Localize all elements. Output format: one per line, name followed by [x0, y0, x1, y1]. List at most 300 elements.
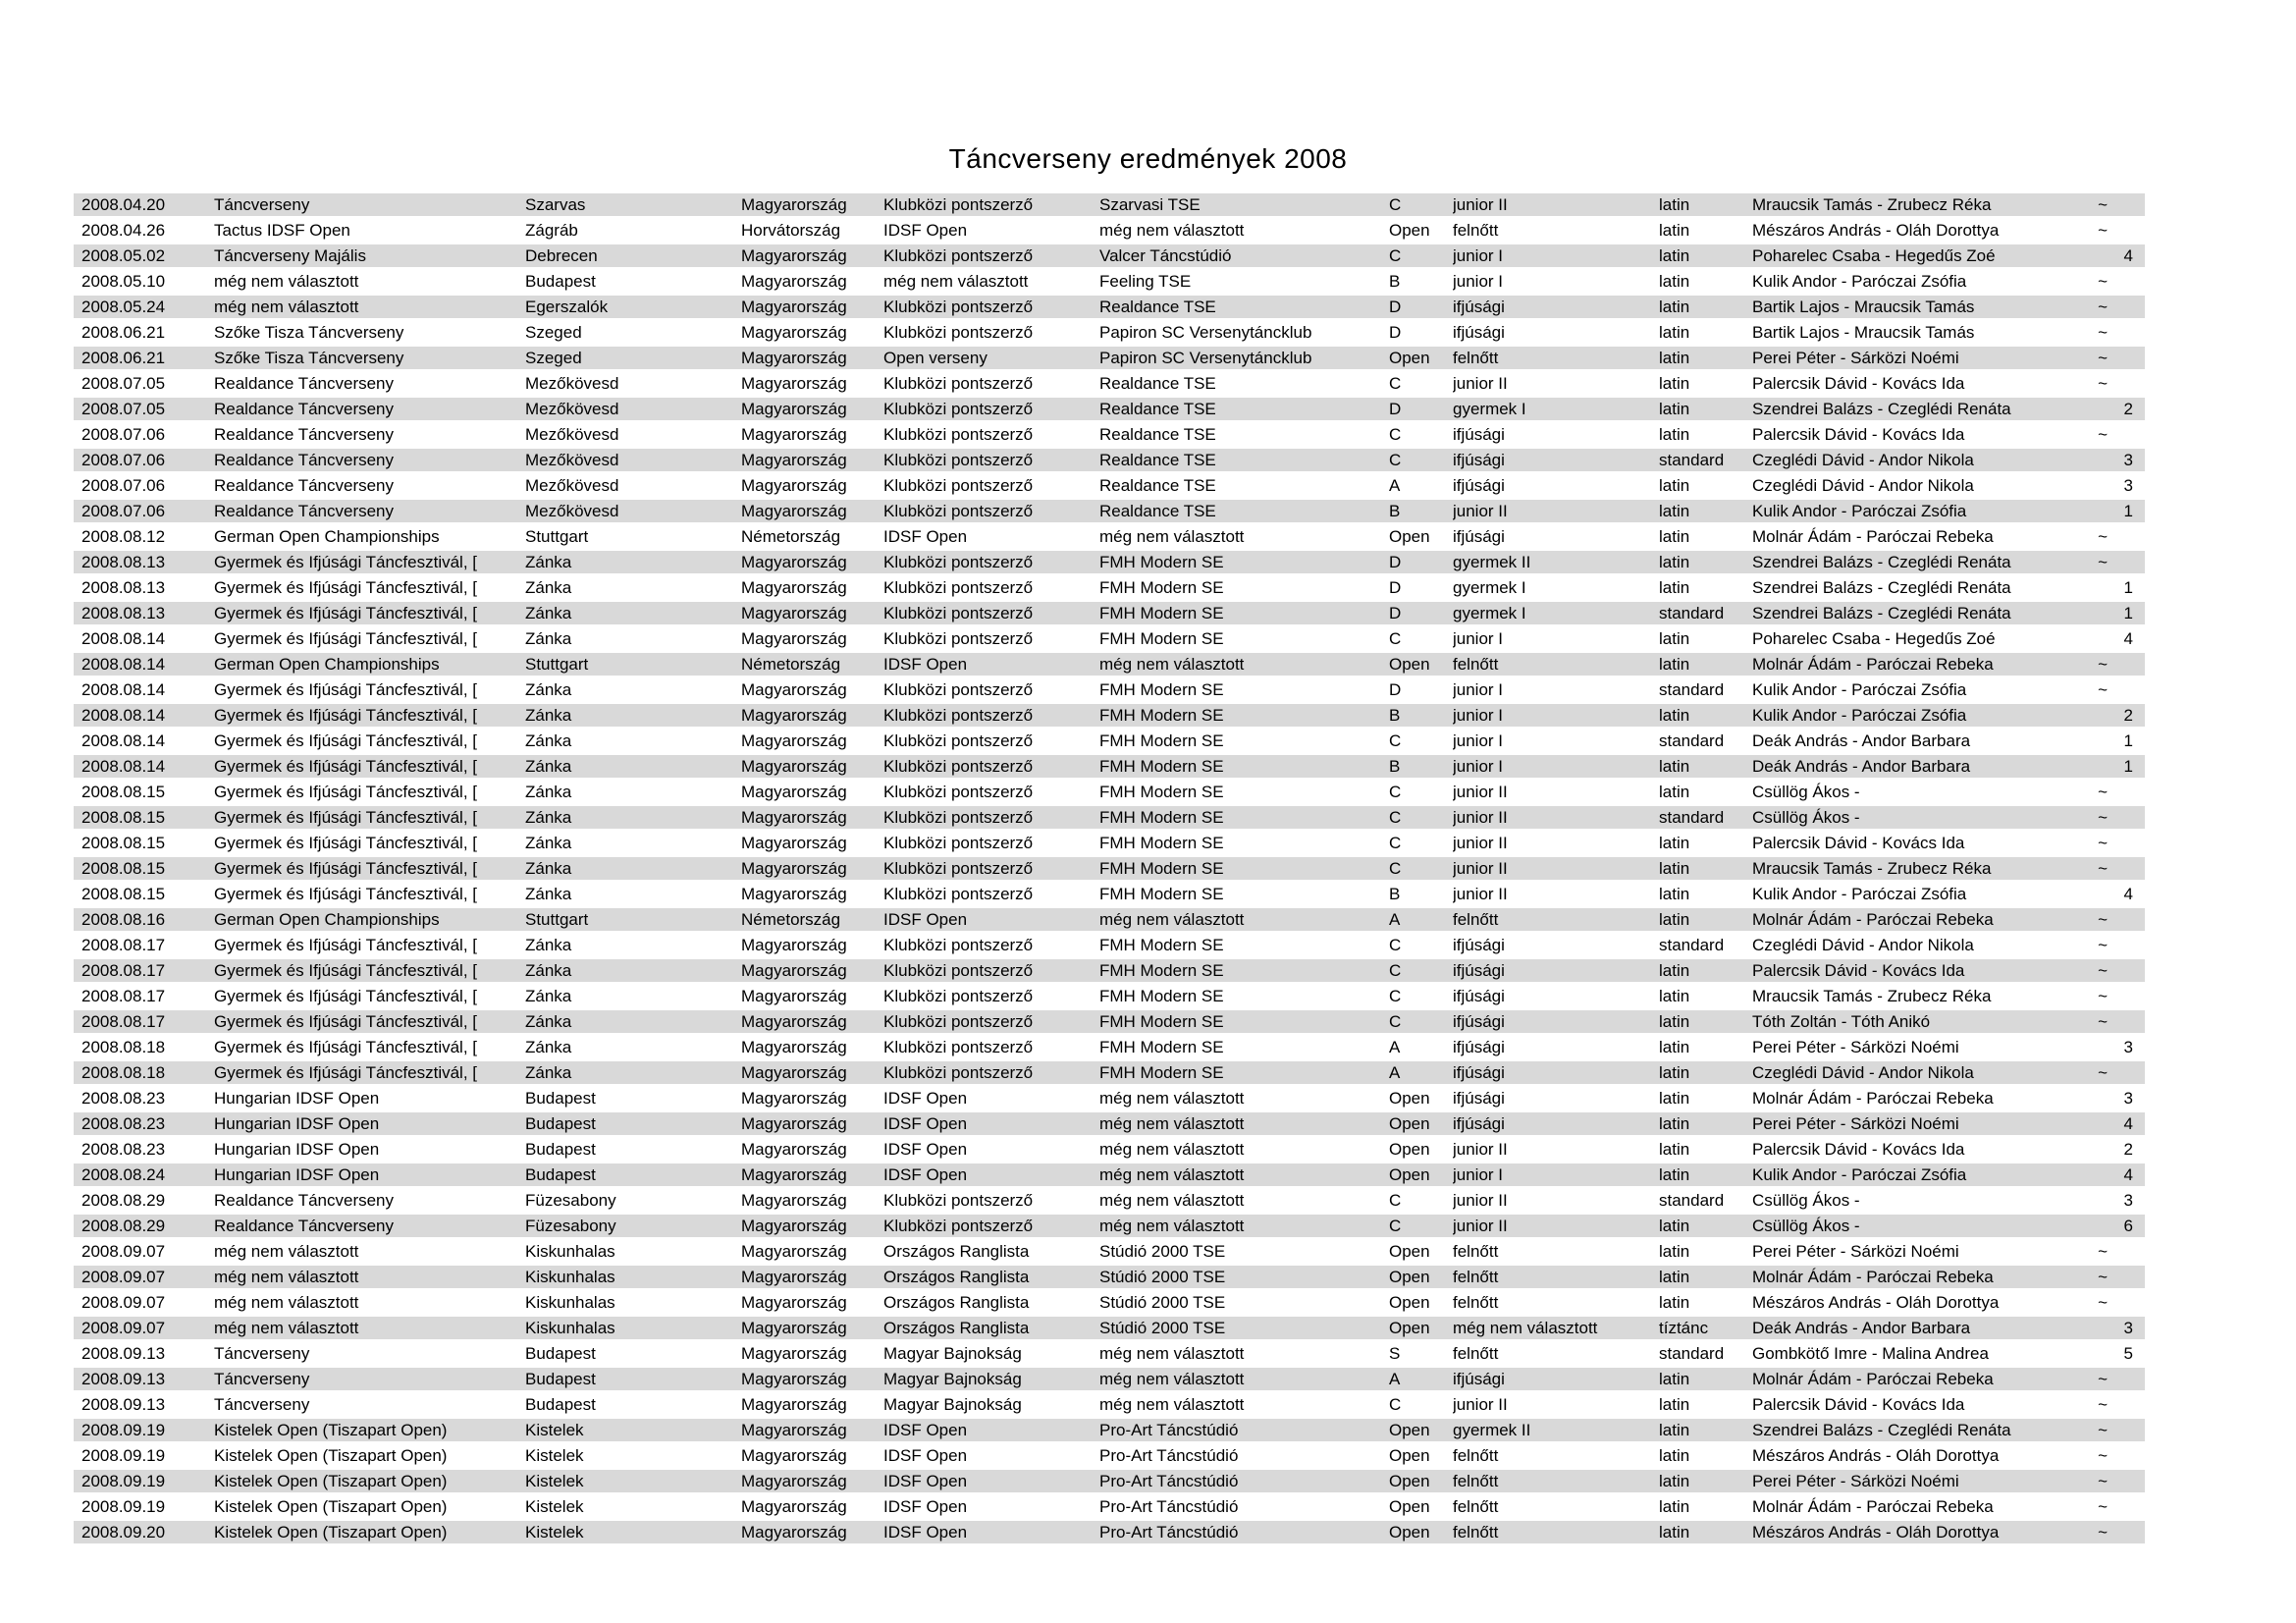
cell-class: B — [1389, 706, 1401, 725]
cell-club: még nem választott — [1099, 1140, 1245, 1159]
table-row — [74, 1009, 2145, 1035]
cell-age: junior I — [1453, 629, 1504, 648]
cell-dance: latin — [1659, 1446, 1690, 1465]
cell-dance: latin — [1659, 1038, 1690, 1056]
cell-result: 3 — [2123, 1038, 2133, 1056]
table-row — [74, 780, 2145, 805]
cell-date: 2008.06.21 — [81, 349, 166, 367]
cell-age: ifjúsági — [1453, 1089, 1505, 1108]
cell-age: junior I — [1453, 731, 1504, 750]
cell-class: D — [1389, 400, 1402, 418]
table-row — [74, 320, 2145, 346]
cell-date: 2008.05.02 — [81, 246, 166, 265]
table-row — [74, 1163, 2145, 1188]
cell-competition: Gyermek és Ifjúsági Táncfesztivál, [ — [214, 757, 478, 776]
cell-class: D — [1389, 578, 1402, 597]
cell-age: junior I — [1453, 246, 1504, 265]
cell-class: D — [1389, 553, 1402, 571]
cell-dance: latin — [1659, 323, 1690, 342]
cell-type: IDSF Open — [883, 527, 968, 546]
cell-competition: még nem választott — [214, 1268, 359, 1286]
cell-age: ifjúsági — [1453, 1063, 1505, 1082]
cell-club: Stúdió 2000 TSE — [1099, 1268, 1226, 1286]
cell-date: 2008.09.19 — [81, 1446, 166, 1465]
cell-competition: Gyermek és Ifjúsági Táncfesztivál, [ — [214, 578, 478, 597]
cell-country: Magyarország — [741, 808, 847, 827]
cell-dance: latin — [1659, 783, 1690, 801]
cell-dance: latin — [1659, 1268, 1690, 1286]
cell-country: Magyarország — [741, 246, 847, 265]
cell-club: FMH Modern SE — [1099, 783, 1224, 801]
cell-couple: Molnár Ádám - Paróczai Rebeka — [1752, 1370, 1994, 1388]
cell-country: Magyarország — [741, 1370, 847, 1388]
cell-age: ifjúsági — [1453, 476, 1505, 495]
cell-result: ~ — [2098, 1472, 2108, 1490]
cell-city: Kiskunhalas — [525, 1268, 615, 1286]
cell-club: FMH Modern SE — [1099, 961, 1224, 980]
cell-class: A — [1389, 1038, 1401, 1056]
cell-country: Magyarország — [741, 476, 847, 495]
cell-country: Magyarország — [741, 961, 847, 980]
cell-age: felnőtt — [1453, 1268, 1499, 1286]
cell-city: Stuttgart — [525, 910, 589, 929]
cell-club: Pro-Art Táncstúdió — [1099, 1472, 1239, 1490]
cell-couple: Czeglédi Dávid - Andor Nikola — [1752, 451, 1974, 469]
cell-country: Magyarország — [741, 1446, 847, 1465]
cell-type: Klubközi pontszerző — [883, 808, 1034, 827]
cell-city: Zánka — [525, 604, 572, 622]
cell-age: ifjúsági — [1453, 298, 1505, 316]
cell-age: felnőtt — [1453, 221, 1499, 240]
cell-date: 2008.08.29 — [81, 1191, 166, 1210]
cell-club: FMH Modern SE — [1099, 731, 1224, 750]
cell-competition: Realdance Táncverseny — [214, 476, 395, 495]
cell-class: B — [1389, 757, 1401, 776]
cell-type: IDSF Open — [883, 655, 968, 674]
cell-age: junior II — [1453, 808, 1508, 827]
table-row — [74, 1265, 2145, 1290]
cell-date: 2008.08.13 — [81, 604, 166, 622]
cell-city: Szeged — [525, 349, 582, 367]
cell-couple: Palercsik Dávid - Kovács Ida — [1752, 1140, 1965, 1159]
cell-dance: latin — [1659, 553, 1690, 571]
cell-dance: latin — [1659, 1472, 1690, 1490]
cell-type: IDSF Open — [883, 1421, 968, 1439]
cell-type: Klubközi pontszerző — [883, 502, 1034, 520]
cell-city: Zánka — [525, 1012, 572, 1031]
cell-dance: latin — [1659, 1395, 1690, 1414]
cell-city: Budapest — [525, 1140, 596, 1159]
cell-dance: latin — [1659, 1089, 1690, 1108]
cell-competition: Hungarian IDSF Open — [214, 1089, 380, 1108]
cell-result: 4 — [2123, 629, 2133, 648]
cell-result: 1 — [2123, 578, 2133, 597]
cell-club: FMH Modern SE — [1099, 859, 1224, 878]
cell-country: Magyarország — [741, 323, 847, 342]
cell-age: ifjúsági — [1453, 425, 1505, 444]
cell-date: 2008.09.13 — [81, 1344, 166, 1363]
cell-class: B — [1389, 885, 1401, 903]
cell-result: 4 — [2123, 246, 2133, 265]
cell-class: C — [1389, 731, 1402, 750]
cell-country: Magyarország — [741, 859, 847, 878]
cell-date: 2008.08.17 — [81, 1012, 166, 1031]
cell-class: C — [1389, 451, 1402, 469]
cell-city: Zánka — [525, 553, 572, 571]
cell-dance: latin — [1659, 859, 1690, 878]
cell-competition: Gyermek és Ifjúsági Táncfesztivál, [ — [214, 553, 478, 571]
cell-date: 2008.08.17 — [81, 936, 166, 954]
cell-competition: Gyermek és Ifjúsági Táncfesztivál, [ — [214, 987, 478, 1005]
cell-competition: még nem választott — [214, 1242, 359, 1261]
cell-class: Open — [1389, 1472, 1430, 1490]
cell-dance: latin — [1659, 221, 1690, 240]
cell-city: Zánka — [525, 629, 572, 648]
table-row — [74, 1469, 2145, 1494]
cell-city: Kistelek — [525, 1421, 584, 1439]
cell-result: ~ — [2098, 1063, 2108, 1082]
cell-country: Magyarország — [741, 1191, 847, 1210]
cell-couple: Palercsik Dávid - Kovács Ida — [1752, 961, 1965, 980]
cell-city: Zánka — [525, 961, 572, 980]
table-row — [74, 192, 2145, 218]
table-row — [74, 371, 2145, 397]
cell-type: IDSF Open — [883, 1165, 968, 1184]
cell-competition: Gyermek és Ifjúsági Táncfesztivál, [ — [214, 1038, 478, 1056]
cell-country: Magyarország — [741, 451, 847, 469]
cell-age: junior I — [1453, 680, 1504, 699]
cell-city: Zánka — [525, 680, 572, 699]
cell-competition: Szőke Tisza Táncverseny — [214, 349, 404, 367]
cell-country: Magyarország — [741, 1089, 847, 1108]
cell-class: C — [1389, 246, 1402, 265]
cell-country: Magyarország — [741, 1242, 847, 1261]
cell-age: junior II — [1453, 1140, 1508, 1159]
cell-dance: latin — [1659, 1523, 1690, 1542]
cell-date: 2008.07.06 — [81, 451, 166, 469]
cell-date: 2008.07.05 — [81, 374, 166, 393]
cell-result: 1 — [2123, 604, 2133, 622]
table-row — [74, 575, 2145, 601]
cell-date: 2008.08.14 — [81, 731, 166, 750]
cell-club: FMH Modern SE — [1099, 834, 1224, 852]
cell-result: ~ — [2098, 834, 2108, 852]
cell-dance: latin — [1659, 1114, 1690, 1133]
cell-couple: Kulik Andor - Paróczai Zsófia — [1752, 706, 1967, 725]
cell-couple: Czeglédi Dávid - Andor Nikola — [1752, 476, 1974, 495]
cell-city: Zánka — [525, 706, 572, 725]
cell-date: 2008.09.13 — [81, 1395, 166, 1414]
cell-city: Zágráb — [525, 221, 578, 240]
table-row — [74, 346, 2145, 371]
table-row — [74, 652, 2145, 677]
cell-competition: még nem választott — [214, 1293, 359, 1312]
cell-competition: Kistelek Open (Tiszapart Open) — [214, 1446, 448, 1465]
cell-dance: standard — [1659, 680, 1725, 699]
cell-age: junior II — [1453, 1191, 1508, 1210]
cell-age: felnőtt — [1453, 910, 1499, 929]
cell-class: C — [1389, 1217, 1402, 1235]
cell-type: Klubközi pontszerző — [883, 553, 1034, 571]
cell-age: felnőtt — [1453, 1446, 1499, 1465]
cell-country: Magyarország — [741, 1319, 847, 1337]
cell-class: Open — [1389, 1497, 1430, 1516]
table-row — [74, 1316, 2145, 1341]
cell-result: ~ — [2098, 655, 2108, 674]
cell-age: gyermek I — [1453, 578, 1526, 597]
cell-class: D — [1389, 323, 1402, 342]
cell-type: Klubközi pontszerző — [883, 578, 1034, 597]
cell-club: FMH Modern SE — [1099, 604, 1224, 622]
cell-couple: Molnár Ádám - Paróczai Rebeka — [1752, 1497, 1994, 1516]
table-row — [74, 1239, 2145, 1265]
cell-dance: latin — [1659, 1012, 1690, 1031]
cell-result: ~ — [2098, 680, 2108, 699]
cell-couple: Czeglédi Dávid - Andor Nikola — [1752, 1063, 1974, 1082]
cell-city: Mezőkövesd — [525, 451, 619, 469]
cell-result: ~ — [2098, 195, 2108, 214]
cell-city: Budapest — [525, 1165, 596, 1184]
cell-city: Budapest — [525, 1089, 596, 1108]
cell-date: 2008.08.12 — [81, 527, 166, 546]
cell-age: junior I — [1453, 272, 1504, 291]
cell-class: C — [1389, 425, 1402, 444]
cell-club: Stúdió 2000 TSE — [1099, 1319, 1226, 1337]
cell-type: IDSF Open — [883, 1114, 968, 1133]
cell-city: Mezőkövesd — [525, 400, 619, 418]
cell-class: S — [1389, 1344, 1401, 1363]
cell-city: Zánka — [525, 731, 572, 750]
cell-age: junior I — [1453, 1165, 1504, 1184]
cell-type: Klubközi pontszerző — [883, 1038, 1034, 1056]
table-row — [74, 1035, 2145, 1060]
cell-type: IDSF Open — [883, 1472, 968, 1490]
cell-dance: latin — [1659, 834, 1690, 852]
table-row — [74, 1341, 2145, 1367]
cell-age: gyermek II — [1453, 553, 1531, 571]
cell-class: Open — [1389, 1523, 1430, 1542]
cell-competition: Hungarian IDSF Open — [214, 1114, 380, 1133]
cell-result: 2 — [2123, 706, 2133, 725]
cell-class: A — [1389, 476, 1401, 495]
cell-date: 2008.07.06 — [81, 476, 166, 495]
cell-competition: Gyermek és Ifjúsági Táncfesztivál, [ — [214, 859, 478, 878]
cell-competition: Táncverseny — [214, 195, 310, 214]
cell-class: Open — [1389, 1242, 1430, 1261]
cell-type: Klubközi pontszerző — [883, 374, 1034, 393]
cell-age: junior II — [1453, 834, 1508, 852]
cell-competition: még nem választott — [214, 298, 359, 316]
cell-country: Magyarország — [741, 1395, 847, 1414]
cell-class: A — [1389, 1063, 1401, 1082]
cell-country: Magyarország — [741, 349, 847, 367]
cell-dance: latin — [1659, 425, 1690, 444]
cell-date: 2008.09.19 — [81, 1497, 166, 1516]
cell-class: C — [1389, 1191, 1402, 1210]
cell-club: FMH Modern SE — [1099, 578, 1224, 597]
cell-club: Feeling TSE — [1099, 272, 1192, 291]
cell-couple: Palercsik Dávid - Kovács Ida — [1752, 374, 1965, 393]
cell-class: C — [1389, 1395, 1402, 1414]
cell-competition: Hungarian IDSF Open — [214, 1165, 380, 1184]
cell-result: 3 — [2123, 1089, 2133, 1108]
cell-competition: Gyermek és Ifjúsági Táncfesztivál, [ — [214, 834, 478, 852]
cell-class: Open — [1389, 1165, 1430, 1184]
cell-age: junior I — [1453, 706, 1504, 725]
cell-type: Országos Ranglista — [883, 1242, 1030, 1261]
cell-age: junior II — [1453, 1217, 1508, 1235]
cell-class: Open — [1389, 1319, 1430, 1337]
cell-club: még nem választott — [1099, 1395, 1245, 1414]
cell-dance: latin — [1659, 1063, 1690, 1082]
cell-couple: Csüllög Ákos - — [1752, 808, 1860, 827]
cell-city: Kistelek — [525, 1523, 584, 1542]
cell-age: ifjúsági — [1453, 1012, 1505, 1031]
table-row — [74, 1418, 2145, 1443]
cell-couple: Mészáros András - Oláh Dorottya — [1752, 221, 2000, 240]
cell-result: ~ — [2098, 298, 2108, 316]
cell-type: IDSF Open — [883, 1497, 968, 1516]
cell-type: Magyar Bajnokság — [883, 1395, 1022, 1414]
cell-class: C — [1389, 195, 1402, 214]
cell-dance: latin — [1659, 476, 1690, 495]
cell-dance: latin — [1659, 349, 1690, 367]
cell-dance: latin — [1659, 1217, 1690, 1235]
table-row — [74, 499, 2145, 524]
cell-country: Magyarország — [741, 1523, 847, 1542]
cell-couple: Kulik Andor - Paróczai Zsófia — [1752, 885, 1967, 903]
cell-type: Klubközi pontszerző — [883, 783, 1034, 801]
cell-city: Kiskunhalas — [525, 1242, 615, 1261]
cell-dance: latin — [1659, 1421, 1690, 1439]
cell-club: FMH Modern SE — [1099, 808, 1224, 827]
cell-dance: standard — [1659, 731, 1725, 750]
cell-competition: Realdance Táncverseny — [214, 1217, 395, 1235]
cell-competition: Gyermek és Ifjúsági Táncfesztivál, [ — [214, 1012, 478, 1031]
cell-club: még nem választott — [1099, 1217, 1245, 1235]
table-row — [74, 1214, 2145, 1239]
cell-type: Open verseny — [883, 349, 988, 367]
table-row — [74, 1367, 2145, 1392]
cell-club: Realdance TSE — [1099, 502, 1216, 520]
cell-date: 2008.08.23 — [81, 1089, 166, 1108]
cell-type: Klubközi pontszerző — [883, 451, 1034, 469]
cell-type: Klubközi pontszerző — [883, 757, 1034, 776]
cell-competition: German Open Championships — [214, 655, 440, 674]
cell-couple: Palercsik Dávid - Kovács Ida — [1752, 425, 1965, 444]
cell-country: Magyarország — [741, 374, 847, 393]
cell-couple: Bartik Lajos - Mraucsik Tamás — [1752, 298, 1975, 316]
cell-city: Zánka — [525, 808, 572, 827]
cell-city: Kiskunhalas — [525, 1293, 615, 1312]
cell-city: Zánka — [525, 1063, 572, 1082]
cell-couple: Molnár Ádám - Paróczai Rebeka — [1752, 1268, 1994, 1286]
cell-class: C — [1389, 783, 1402, 801]
results-table — [74, 192, 2145, 1545]
cell-result: 1 — [2123, 731, 2133, 750]
table-row — [74, 856, 2145, 882]
cell-dance: latin — [1659, 1165, 1690, 1184]
cell-couple: Szendrei Balázs - Czeglédi Renáta — [1752, 400, 2011, 418]
cell-result: 3 — [2123, 451, 2133, 469]
cell-dance: standard — [1659, 808, 1725, 827]
cell-result: ~ — [2098, 1523, 2108, 1542]
cell-country: Magyarország — [741, 1114, 847, 1133]
cell-club: Valcer Táncstúdió — [1099, 246, 1232, 265]
cell-couple: Szendrei Balázs - Czeglédi Renáta — [1752, 604, 2011, 622]
cell-country: Magyarország — [741, 1217, 847, 1235]
cell-dance: standard — [1659, 936, 1725, 954]
cell-type: Klubközi pontszerző — [883, 195, 1034, 214]
cell-country: Németország — [741, 655, 841, 674]
cell-country: Magyarország — [741, 553, 847, 571]
cell-result: 4 — [2123, 1114, 2133, 1133]
cell-date: 2008.06.21 — [81, 323, 166, 342]
cell-age: felnőtt — [1453, 1242, 1499, 1261]
cell-city: Zánka — [525, 757, 572, 776]
table-row — [74, 1520, 2145, 1545]
cell-class: Open — [1389, 1140, 1430, 1159]
cell-club: FMH Modern SE — [1099, 1038, 1224, 1056]
cell-result: 2 — [2123, 1140, 2133, 1159]
cell-dance: standard — [1659, 604, 1725, 622]
cell-dance: latin — [1659, 1497, 1690, 1516]
cell-couple: Tóth Zoltán - Tóth Anikó — [1752, 1012, 1931, 1031]
cell-country: Magyarország — [741, 502, 847, 520]
cell-class: Open — [1389, 1089, 1430, 1108]
cell-city: Stuttgart — [525, 527, 589, 546]
cell-competition: Hungarian IDSF Open — [214, 1140, 380, 1159]
table-row — [74, 984, 2145, 1009]
cell-type: Klubközi pontszerző — [883, 680, 1034, 699]
cell-city: Mezőkövesd — [525, 425, 619, 444]
cell-type: Klubközi pontszerző — [883, 936, 1034, 954]
cell-age: gyermek II — [1453, 1421, 1531, 1439]
cell-type: Klubközi pontszerző — [883, 834, 1034, 852]
cell-country: Magyarország — [741, 1038, 847, 1056]
cell-competition: Realdance Táncverseny — [214, 425, 395, 444]
cell-class: D — [1389, 680, 1402, 699]
table-row — [74, 1137, 2145, 1163]
cell-dance: standard — [1659, 1191, 1725, 1210]
cell-type: Klubközi pontszerző — [883, 246, 1034, 265]
cell-competition: Realdance Táncverseny — [214, 451, 395, 469]
cell-result: ~ — [2098, 272, 2108, 291]
cell-type: IDSF Open — [883, 1446, 968, 1465]
cell-dance: latin — [1659, 1370, 1690, 1388]
cell-dance: latin — [1659, 400, 1690, 418]
cell-club: még nem választott — [1099, 655, 1245, 674]
cell-date: 2008.07.06 — [81, 425, 166, 444]
cell-competition: Realdance Táncverseny — [214, 400, 395, 418]
table-row — [74, 1086, 2145, 1111]
cell-club: Realdance TSE — [1099, 400, 1216, 418]
cell-date: 2008.08.15 — [81, 885, 166, 903]
cell-country: Magyarország — [741, 1165, 847, 1184]
cell-date: 2008.08.24 — [81, 1165, 166, 1184]
cell-date: 2008.09.19 — [81, 1421, 166, 1439]
cell-date: 2008.04.26 — [81, 221, 166, 240]
cell-type: még nem választott — [883, 272, 1029, 291]
cell-competition: Táncverseny — [214, 1344, 310, 1363]
cell-competition: Táncverseny Majális — [214, 246, 366, 265]
table-row — [74, 1060, 2145, 1086]
cell-couple: Kulik Andor - Paróczai Zsófia — [1752, 502, 1967, 520]
cell-type: Klubközi pontszerző — [883, 629, 1034, 648]
cell-dance: latin — [1659, 885, 1690, 903]
cell-result: 3 — [2123, 1191, 2133, 1210]
cell-result: 2 — [2123, 400, 2133, 418]
